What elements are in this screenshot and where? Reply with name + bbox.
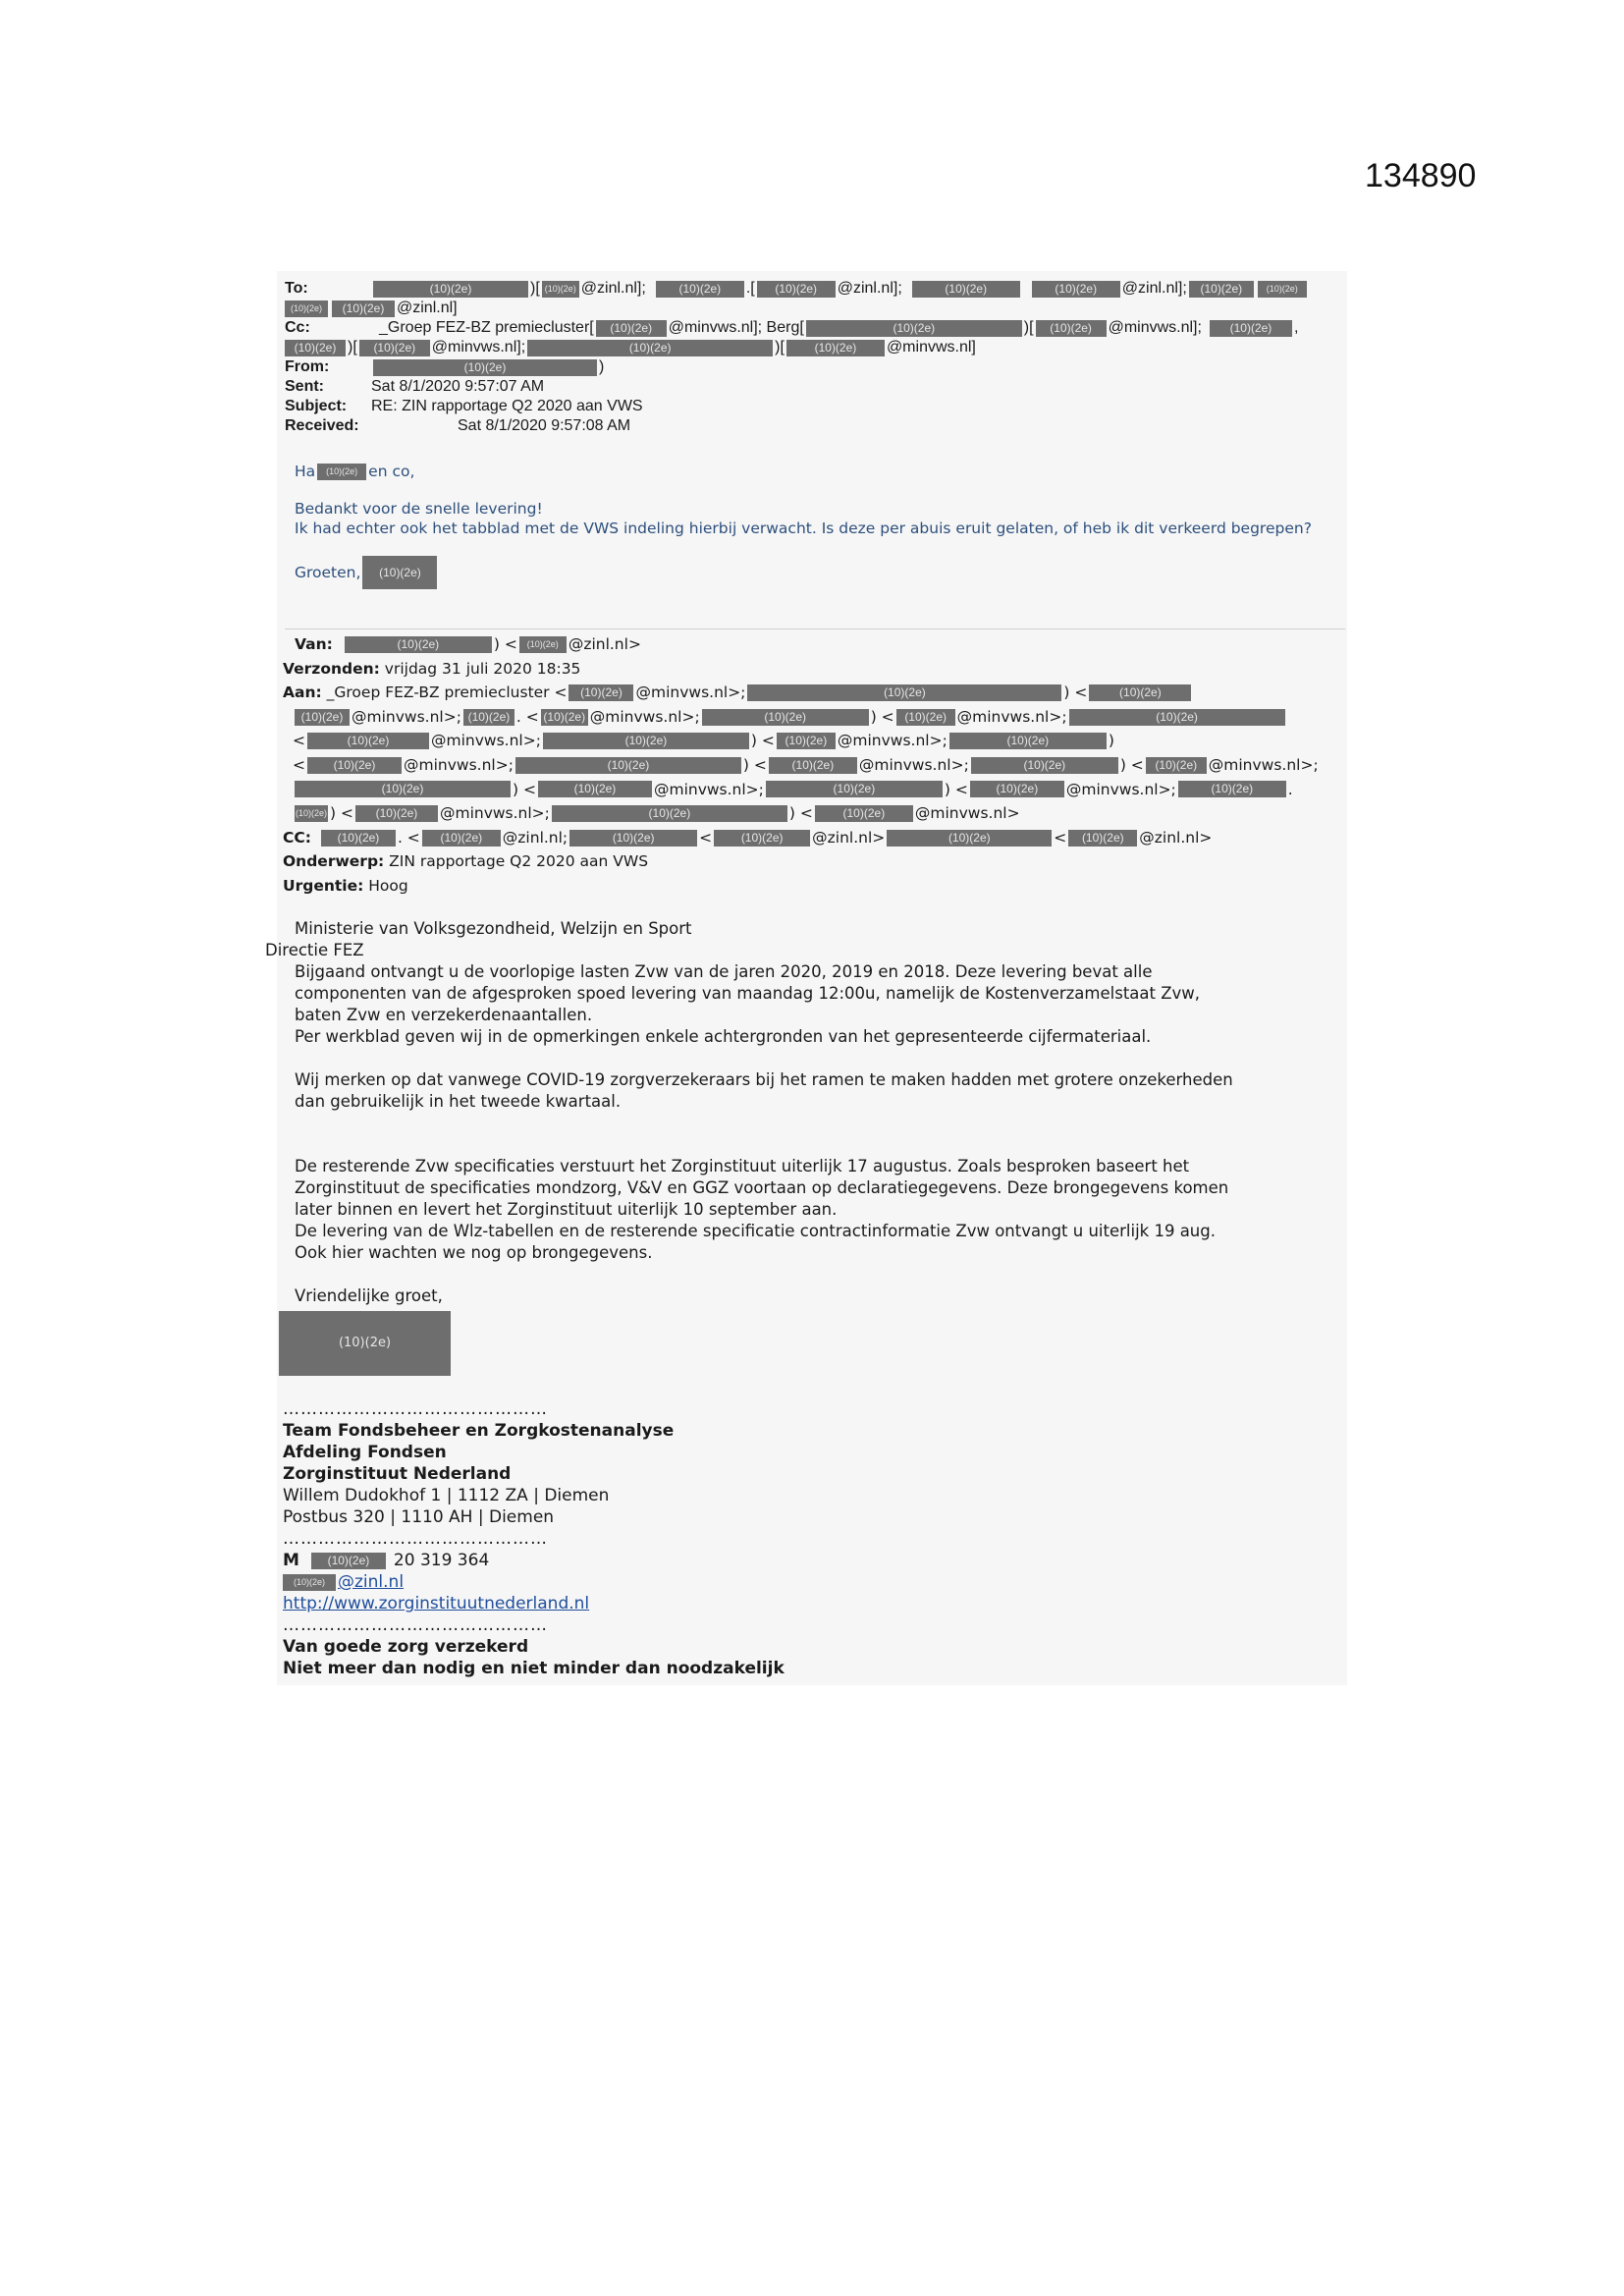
body-line: dan gebruikelijk in het tweede kwartaal. [295, 1092, 622, 1111]
redaction: (10)(2e) [362, 556, 437, 589]
redaction: (10)(2e) [1089, 684, 1191, 701]
redaction: (10)(2e) [747, 684, 1061, 701]
redaction: (10)(2e) [283, 1574, 336, 1591]
cc-text: @minvws.nl]; [1108, 319, 1202, 336]
body-line: Ook hier wachten we nog op brongegevens. [295, 1243, 653, 1262]
sent-row [285, 377, 1345, 397]
redaction: (10)(2e) [766, 781, 943, 797]
cc-text: )[ [775, 339, 785, 355]
cc-zinl: @zinl.nl; [502, 828, 568, 847]
redaction: (10)(2e) [1068, 830, 1137, 847]
mobile-label: M [283, 1551, 299, 1570]
redaction: (10)(2e) [515, 757, 741, 774]
redaction: (10)(2e) [311, 1553, 386, 1569]
redaction: (10)(2e) [1032, 281, 1120, 298]
address-line: Willem Dudokhof 1 | 1112 ZA | Diemen [283, 1486, 610, 1505]
subject-value: RE: ZIN rapportage Q2 2020 aan VWS [371, 398, 643, 414]
subject-label: Subject: [285, 398, 348, 414]
document-number: 134890 [1365, 157, 1477, 194]
cc-label: CC: [283, 828, 311, 847]
onderwerp-value: ZIN rapportage Q2 2020 aan VWS [389, 852, 649, 871]
reply-paragraph: Bedankt voor de snelle levering! Ik had echter ook het tabblad met de VWS indeling hierbij verwacht. Is deze per abuis eruit gelaten, of heb ik dit verkeerd begrepen? [295, 500, 1312, 537]
redaction: (10)(2e) [359, 340, 430, 356]
aan-label: Aan: [283, 683, 322, 702]
to-row-2 [285, 299, 1345, 318]
cc-text: @minvws.nl]; [431, 339, 526, 355]
phone-number: 20 319 364 [393, 1551, 490, 1570]
body-line: Zorginstituut de specificaties mondzorg, V&V en GGZ voortaan op declaratiegegevens. Deze brongegevens komen [295, 1178, 1229, 1197]
redaction: (10)(2e) [1189, 281, 1254, 298]
to-text: @zinl.nl]; [580, 280, 646, 297]
reply-closing: Groeten, (10)(2e) [295, 556, 1335, 589]
redaction: (10)(2e) [541, 709, 588, 726]
redaction: (10)(2e) [896, 709, 955, 726]
to-row [285, 279, 1345, 299]
verzonden-label: Verzonden: [283, 659, 380, 678]
cc-text: )[ [1023, 319, 1034, 336]
cc-row-2 [285, 338, 1345, 357]
redaction: (10)(2e) [912, 281, 1020, 298]
cc-row [285, 318, 1345, 338]
to-text: .[ [745, 280, 755, 297]
cc-label: Cc: [285, 319, 310, 336]
redaction: (10)(2e) [321, 830, 396, 847]
redaction: (10)(2e) [815, 805, 913, 822]
to-text: @zinl.nl]; [837, 280, 902, 297]
verzonden-value: vrijdag 31 juli 2020 18:35 [384, 659, 581, 678]
redaction: (10)(2e) [538, 781, 652, 797]
sent-value: Sat 8/1/2020 9:57:07 AM [371, 378, 545, 395]
body-line: baten Zvw en verzekerdenaantallen. [295, 1006, 593, 1024]
reply-greeting: Ha (10)(2e) en co, [295, 463, 415, 480]
cc-text: _Groep FEZ-BZ premiecluster[ [379, 319, 594, 336]
reply-message [295, 462, 1335, 607]
redaction: (10)(2e) [569, 830, 697, 847]
redaction: (10)(2e) [295, 805, 328, 822]
from-text: ) [599, 358, 605, 375]
redaction: (10)(2e) [656, 281, 744, 298]
sent-label: Sent: [285, 378, 324, 395]
redaction: (10)(2e) [1258, 281, 1307, 298]
redaction: (10)(2e) [769, 757, 857, 774]
redaction: (10)(2e) [1146, 757, 1207, 774]
redaction: (10)(2e) [949, 733, 1107, 749]
body-line: De levering van de Wlz-tabellen en de resterende specificatie contractinformatie Zvw ontvangt u uiterlijk 19 aug. [295, 1222, 1216, 1240]
received-value: Sat 8/1/2020 9:57:08 AM [458, 417, 631, 434]
redaction: (10)(2e) [552, 805, 787, 822]
body-closing: Vriendelijke groet, [295, 1286, 443, 1305]
organisation-name: Zorginstituut Nederland [283, 1464, 512, 1484]
cc-text: , [1293, 319, 1299, 336]
message-body [265, 918, 1345, 1376]
body-line: later binnen en levert het Zorginstituut uiterlijk 10 september aan. [295, 1200, 838, 1219]
signature [283, 1398, 1343, 1679]
original-message-header: Van: (10)(2e) ) < (10)(2e) @zinl.nl> Verzonden: vrijdag 31 juli 2020 18:35 Aan: _Groep FEZ-BZ premiecluster < (10)(2e) @minvws.nl>; (10)(2e) ) < (10)(2e) (10)(2e) @minvws.nl>; (10)(2e) . < (10)(2e) @minvws.nl>; (10)(2e) ) < (10)(2e) @minvws.nl>; (10)(2e) < (10)(2e) @minvws.nl>; (10)(2e) ) < (10)(2e) @minvws.nl>; (10)(2e) ) < (10)(2e) @minvws.nl>; (10)(2e) ) < (10)(2e) @minvws.nl>; (10)(2e) ) < (10)(2e) @minvws.nl>; (10)(2e) ) < (10)(2e) @minvws.nl>; (10)(2e) ) < (10)(2e) @minvws.nl>; (10)(2e) . (10)(2e) ) < (10)(2e) @minvws.nl>; (10)(2e) ) < (10)(2e) @minvws.nl> CC: (10)(2e) . < (10)(2e) @zinl.nl; (10)(2e) < (10)(2e) @zinl.nl> (10)(2e) < (10)(2e) @zinl.nl> Onderwerp: ZIN rapportage Q2 2020 aan VWS Urgentie: Hoog [283, 632, 1343, 899]
email-header [285, 279, 1345, 436]
from-label: From: [285, 358, 330, 375]
redaction: (10)(2e) [1036, 320, 1107, 337]
urgentie-value: Hoog [368, 876, 408, 895]
redaction: (10)(2e) [777, 733, 836, 749]
to-text: @zinl.nl]; [1121, 280, 1187, 297]
van-label: Van: [295, 635, 333, 653]
redaction: (10)(2e) [714, 830, 810, 847]
address-line: Postbus 320 | 1110 AH | Diemen [283, 1507, 555, 1527]
redaction: (10)(2e) [568, 684, 633, 701]
body-line: Wij merken op dat vanwege COVID-19 zorgverzekeraars bij het ramen te maken hadden met grotere onzekerheden [295, 1070, 1233, 1089]
to-label: To: [285, 280, 308, 297]
org-line: Ministerie van Volksgezondheid, Welzijn en Sport [295, 919, 692, 938]
body-line: componenten van de afgesproken spoed levering van maandag 12:00u, namelijk de Kostenverzamelstaat Zvw, [295, 984, 1201, 1003]
redaction: (10)(2e) [1210, 320, 1292, 337]
redaction: (10)(2e) [757, 281, 836, 298]
redaction: (10)(2e) [332, 301, 395, 317]
redaction: (10)(2e) [1178, 781, 1286, 797]
slogan-line: Van goede zorg verzekerd [283, 1637, 529, 1657]
redaction: (10)(2e) [373, 281, 528, 298]
website-link[interactable]: http://www.zorginstituutnederland.nl [283, 1594, 590, 1613]
redaction: (10)(2e) [702, 709, 869, 726]
urgentie-label: Urgentie: [283, 876, 364, 895]
onderwerp-label: Onderwerp: [283, 852, 385, 871]
redaction: (10)(2e) [285, 340, 346, 356]
redaction: (10)(2e) [806, 320, 1022, 337]
redaction: (10)(2e) [527, 340, 773, 356]
redaction: (10)(2e) [295, 709, 350, 726]
redaction: (10)(2e) [373, 359, 597, 376]
redaction: (10)(2e) [542, 281, 579, 298]
body-line: Bijgaand ontvangt u de voorlopige lasten Zvw van de jaren 2020, 2019 en 2018. Deze levering bevat alle [295, 962, 1153, 981]
redaction: (10)(2e) [971, 757, 1118, 774]
redaction: (10)(2e) [285, 301, 328, 317]
redaction: (10)(2e) [887, 830, 1052, 847]
redaction: (10)(2e) [345, 636, 492, 653]
redaction: (10)(2e) [596, 320, 667, 337]
org-line: Directie FEZ [265, 941, 364, 959]
department-name: Afdeling Fondsen [283, 1443, 447, 1462]
from-row [285, 357, 1345, 377]
separator-dots: ……………………………………… [283, 1399, 548, 1419]
email-link[interactable]: @zinl.nl [338, 1572, 405, 1592]
slogan-line: Niet meer dan nodig en niet minder dan noodzakelijk [283, 1659, 785, 1678]
received-label: Received: [285, 417, 359, 434]
to-text: @zinl.nl] [397, 300, 458, 316]
redaction: (10)(2e) [1069, 709, 1285, 726]
redaction: (10)(2e) [307, 733, 429, 749]
redaction: (10)(2e) [422, 830, 501, 847]
redaction: (10)(2e) [355, 805, 438, 822]
subject-row [285, 397, 1345, 416]
cc-text: )[ [348, 339, 357, 355]
received-row [285, 416, 1345, 436]
redaction: (10)(2e) [317, 464, 366, 480]
redaction: (10)(2e) [463, 709, 514, 726]
separator-dots: ……………………………………… [283, 1615, 548, 1635]
cc-text: @minvws.nl]; Berg[ [668, 319, 804, 336]
to-text: )[ [530, 280, 540, 297]
cc-text: @minvws.nl] [886, 339, 976, 355]
redaction: (10)(2e) [786, 340, 885, 356]
body-line: Per werkblad geven wij in de opmerkingen enkele achtergronden van het gepresenteerde cijfermateriaal. [295, 1027, 1152, 1046]
body-line: De resterende Zvw specificaties verstuurt het Zorginstituut uiterlijk 17 augustus. Zoals besproken baseert het [295, 1157, 1190, 1175]
redaction: (10)(2e) [970, 781, 1064, 797]
redaction: (10)(2e) [295, 781, 511, 797]
redaction: (10)(2e) [519, 636, 567, 653]
redaction: (10)(2e) [543, 733, 749, 749]
redaction: (10)(2e) [279, 1311, 451, 1376]
team-name: Team Fondsbeheer en Zorgkostenanalyse [283, 1421, 675, 1441]
separator-dots: ……………………………………… [283, 1529, 548, 1549]
redaction: (10)(2e) [307, 757, 402, 774]
